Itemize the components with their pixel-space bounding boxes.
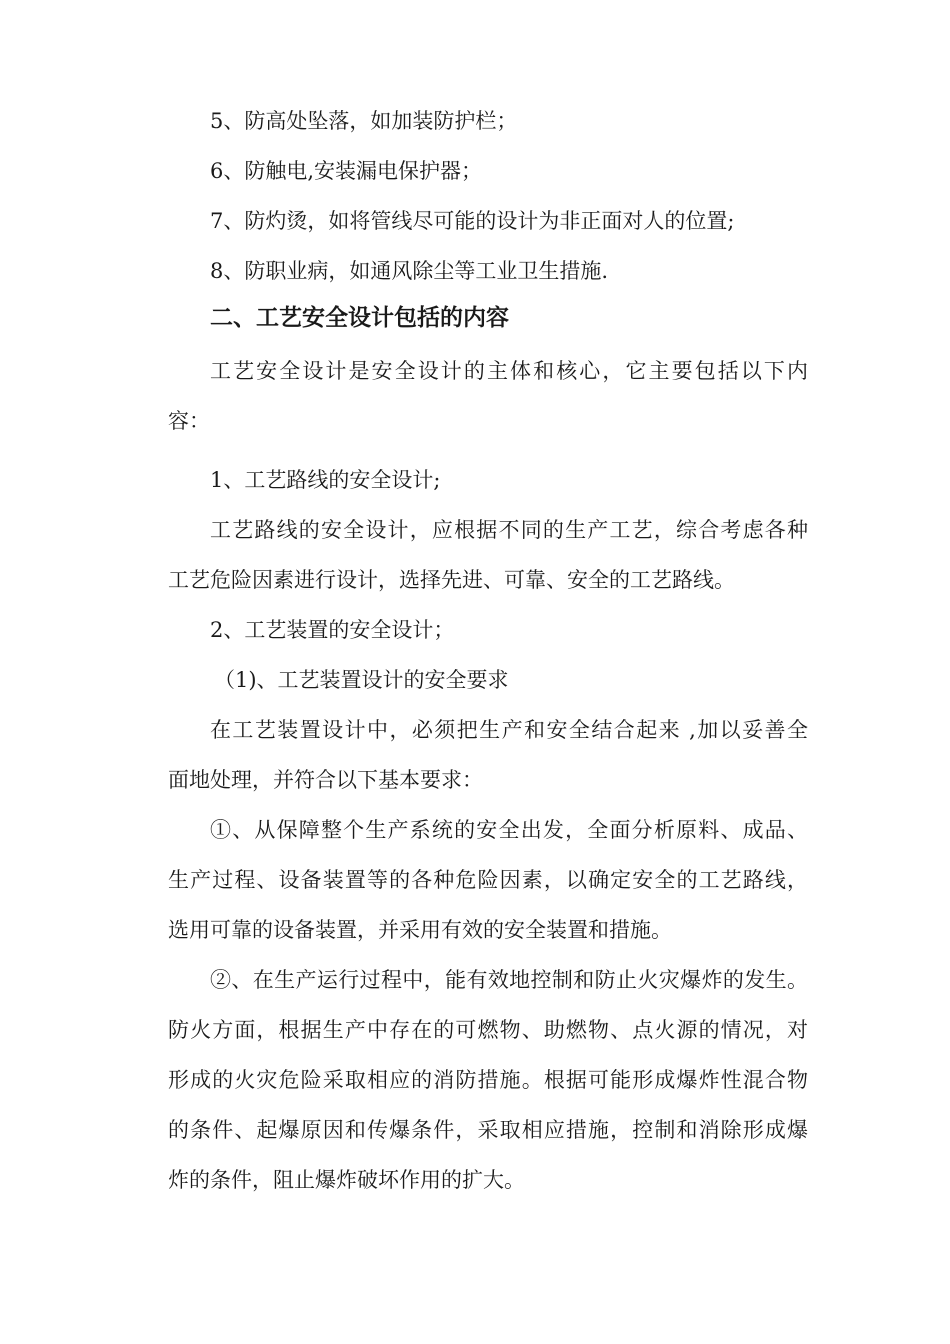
item2-sub-title: （1)、工艺装置设计的安全要求 [214,668,509,692]
intro-line-1: 工艺安全设计是安全设计的主体和核心，它主要包括以下内 [210,359,808,383]
requirement-2-line-2: 防火方面，根据生产中存在的可燃物、助燃物、点火源的情况，对 [168,1018,808,1042]
section-heading: 二、工艺安全设计包括的内容 [210,305,509,331]
requirement-1-line-3: 选用可靠的设备装置，并采用有效的安全装置和措施。 [168,918,672,942]
requirement-2-line-1: ②、在生产运行过程中，能有效地控制和防止火灾爆炸的发生。 [210,968,808,992]
list-item-burn-protection: 7、防灼烫，如将管线尽可能的设计为非正面对人的位置; [210,209,735,233]
item2-body-line-1: 在工艺装置设计中，必须把生产和安全结合起来 ,加以妥善全 [210,718,808,742]
requirement-2-line-5: 炸的条件，阻止爆炸破坏作用的扩大。 [168,1168,525,1192]
requirement-2-line-3: 形成的火灾危险采取相应的消防措施。根据可能形成爆炸性混合物 [168,1068,808,1092]
item1-body-line-2: 工艺危险因素进行设计，选择先进、可靠、安全的工艺路线。 [168,568,735,592]
item1-body-line-1: 工艺路线的安全设计，应根据不同的生产工艺，综合考虑各种 [210,518,808,542]
list-item-electric-shock: 6、防触电,安装漏电保护器； [210,159,483,183]
intro-line-2: 容： [168,409,210,433]
list-item-occupational-disease: 8、防职业病，如通风除尘等工业卫生措施. [210,259,609,283]
requirement-1-line-1: ①、从保障整个生产系统的安全出发，全面分析原料、成品、 [210,818,808,842]
item2-body-line-2: 面地处理，并符合以下基本要求： [168,768,483,792]
requirement-1-line-2: 生产过程、设备装置等的各种危险因素，以确定安全的工艺路线， [168,868,808,892]
item1-title: 1、工艺路线的安全设计; [210,468,441,492]
list-item-fall-protection: 5、防高处坠落，如加装防护栏； [210,109,518,133]
requirement-2-line-4: 的条件、起爆原因和传爆条件，采取相应措施，控制和消除形成爆 [168,1118,808,1142]
item2-title: 2、工艺装置的安全设计； [210,618,455,642]
